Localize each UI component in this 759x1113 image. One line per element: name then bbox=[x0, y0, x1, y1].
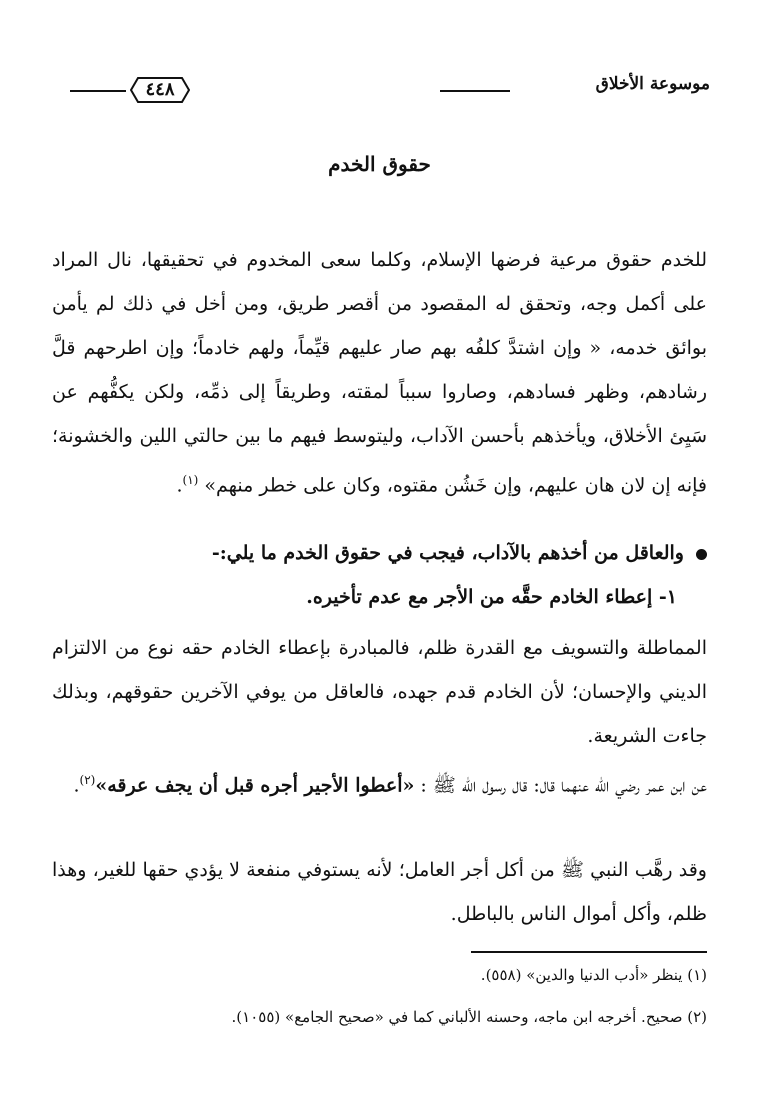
footnote-2: (٢) صحيح. أخرجه ابن ماجه، وحسنه الألباني كما في «صحيح الجامع» (١٠٥٥). bbox=[231, 1008, 707, 1026]
point-1-paragraph: المماطلة والتسويف مع القدرة ظلم، فالمبادرة بإعطاء الخادم حقه نوع من الالتزام الديني والإحسان؛ لأن الخادم قدم جهده، فالعاقل من يوفي الآخرين حقوقهم، وبذلك جاءت الشريعة. bbox=[52, 637, 707, 747]
footnote-ref-2: (٢) bbox=[79, 773, 96, 787]
hadith-intro: عن ابن عمر رضي الله عنهما قال: قال رسول الله ﷺ : bbox=[414, 774, 707, 797]
hadith-quote: «أعطوا الأجير أجره قبل أن يجف عرقه» bbox=[95, 774, 415, 797]
book-title: موسوعة الأخلاق bbox=[595, 74, 710, 94]
page-header bbox=[70, 70, 710, 114]
bullet-text: والعاقل من أخذهم بالآداب، فيجب في حقوق الخدم ما يلي:- bbox=[211, 542, 684, 564]
footnote-separator bbox=[471, 951, 707, 953]
intro-end: . bbox=[176, 474, 183, 497]
point-1-paragraph-2: وقد رهَّب النبي ﷺ من أكل أجر العامل؛ لأنه يستوفي منفعة لا يؤدي حقها للغير، وهذا ظلم، وأكل أموال الناس بالباطل. bbox=[52, 859, 707, 925]
intro-paragraph bbox=[52, 238, 707, 507]
bullet-point bbox=[47, 542, 707, 564]
point-1-heading: ١- إعطاء الخادم حقَّه من الأجر مع عدم تأخيره. bbox=[306, 586, 677, 608]
page-number: ٤٤٨ bbox=[145, 79, 175, 100]
hadith-end: . bbox=[73, 774, 80, 797]
bullet-icon bbox=[696, 549, 707, 560]
footnote-ref-1: (١) bbox=[182, 473, 199, 487]
header-rule-right bbox=[440, 90, 510, 92]
chapter-title: حقوق الخدم bbox=[328, 152, 431, 176]
footnote-1: (١) ينظر «أدب الدنيا والدين» (٥٥٨). bbox=[480, 966, 707, 984]
hadith-paragraph bbox=[52, 758, 707, 807]
intro-text: للخدم حقوق مرعية فرضها الإسلام، وكلما سعى المخدوم في تحقيقها، نال المراد على أكمل وجه، وتحقق له المقصود من أقصر طريق، ومن أخل في ذلك لم يأمن بوائق خدمه، « وإن اشتدَّ كلفُه بهم صار عليهم قيِّماً، ولهم خادماً؛ وإن اطرحهم قلَّ رشادهم، وظهر فسادهم، وصاروا سبباً لمقته، وطريقاً إلى ذمِّه، ولكن يكفُّهم عن سَيِئ الأخلاق، ويأخذهم بأحسن الآداب، وليتوسط فيهم ما بين حالتي اللين والخشونة؛ فإنه إن لان هان عليهم، وإن خَشُن مقتوه، وكان على خطر منهم» bbox=[52, 249, 707, 497]
page-number-frame bbox=[130, 76, 190, 104]
header-rule-left bbox=[70, 90, 126, 92]
